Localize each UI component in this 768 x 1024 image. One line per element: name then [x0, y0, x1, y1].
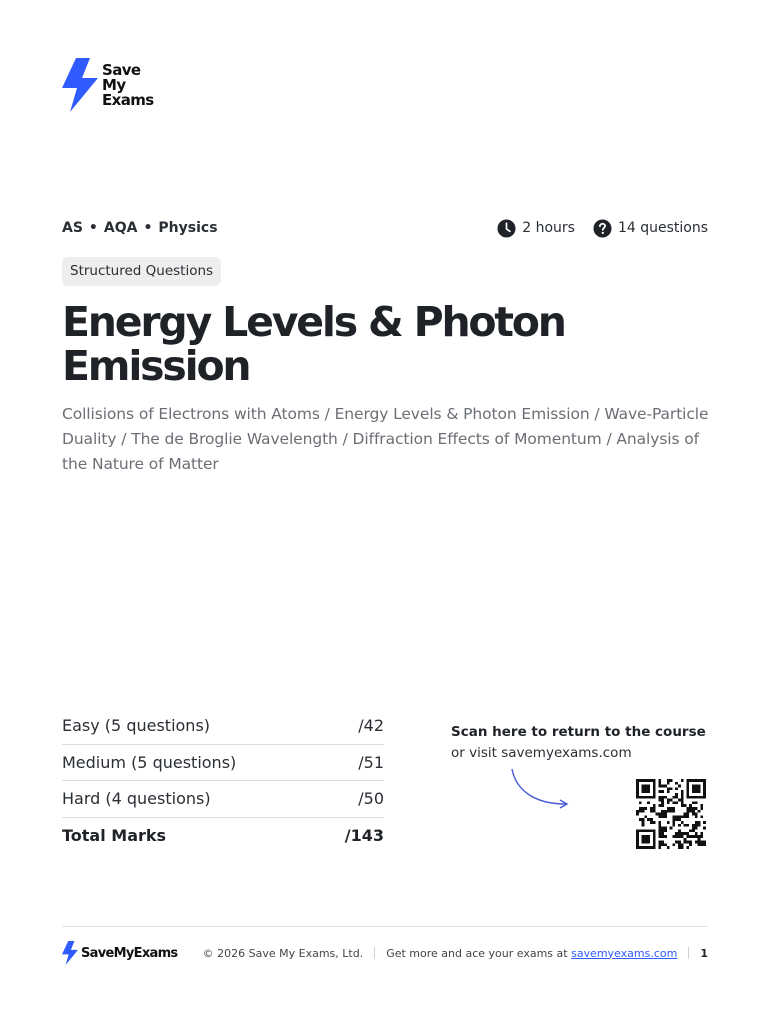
marks-row-hard	[62, 781, 384, 818]
marks-table	[62, 708, 384, 854]
board-label: AQA	[103, 220, 138, 236]
separator-dot: •	[88, 220, 98, 236]
marks-row-value: /143	[344, 825, 384, 845]
marks-row-label: Total Marks	[62, 825, 167, 845]
marks-row-label: Medium (5 questions)	[62, 752, 237, 772]
lightning-bolt-icon	[62, 941, 78, 965]
marks-row-label: Hard (4 questions)	[62, 789, 211, 808]
marks-row-label: Easy (5 questions)	[62, 716, 211, 735]
marks-row-value: /42	[358, 716, 384, 735]
curved-arrow-icon	[508, 766, 572, 812]
marks-row-value: /51	[358, 752, 384, 772]
page-title: Energy Levels & Photon Emission	[62, 298, 565, 390]
scan-subtitle: or visit savemyexams.com	[451, 745, 632, 761]
footer-logo-text: SaveMyExams	[81, 945, 178, 961]
qr-code[interactable]	[635, 779, 707, 849]
brand-logo	[62, 58, 154, 112]
scan-title: Scan here to return to the course	[451, 724, 706, 740]
marks-row-easy	[62, 708, 384, 745]
scan-callout	[451, 722, 711, 764]
questions-text: 14 questions	[617, 220, 708, 236]
footer	[62, 940, 708, 966]
website-link[interactable]: savemyexams.com	[571, 946, 678, 960]
marks-row-total	[62, 818, 384, 855]
breadcrumb	[62, 220, 218, 236]
footer-separator	[688, 947, 689, 959]
exam-info	[479, 219, 708, 238]
question-circle-icon	[593, 219, 612, 238]
footer-logo	[62, 941, 177, 965]
copyright-text: © 2026 Save My Exams, Ltd.	[202, 946, 364, 960]
footer-cta: Get more and ace your exams at savemyexams.com	[386, 946, 678, 960]
marks-row-medium	[62, 745, 384, 782]
clock-icon	[497, 219, 516, 238]
footer-info	[203, 947, 708, 960]
marks-row-value: /50	[358, 789, 384, 808]
duration-text: 2 hours	[522, 220, 575, 236]
brand-logo-text: Save My Exams	[102, 60, 154, 109]
questions-info	[593, 219, 708, 238]
level-label: AS	[62, 220, 83, 236]
lightning-bolt-icon	[62, 58, 98, 112]
page-number: 1	[700, 946, 708, 960]
meta-row	[62, 218, 708, 238]
footer-divider	[62, 926, 708, 927]
subject-label: Physics	[158, 220, 218, 236]
duration-info	[497, 219, 575, 238]
footer-separator	[374, 947, 375, 959]
separator-dot: •	[143, 220, 153, 236]
question-type-badge: Structured Questions	[62, 257, 221, 286]
topic-list: Collisions of Electrons with Atoms / Energy Levels & Photon Emission / Wave-Particle Duality / The de Broglie Wavelength / Diffraction Effects of Momentum / Analysis of the Nature of Matter	[62, 405, 709, 473]
